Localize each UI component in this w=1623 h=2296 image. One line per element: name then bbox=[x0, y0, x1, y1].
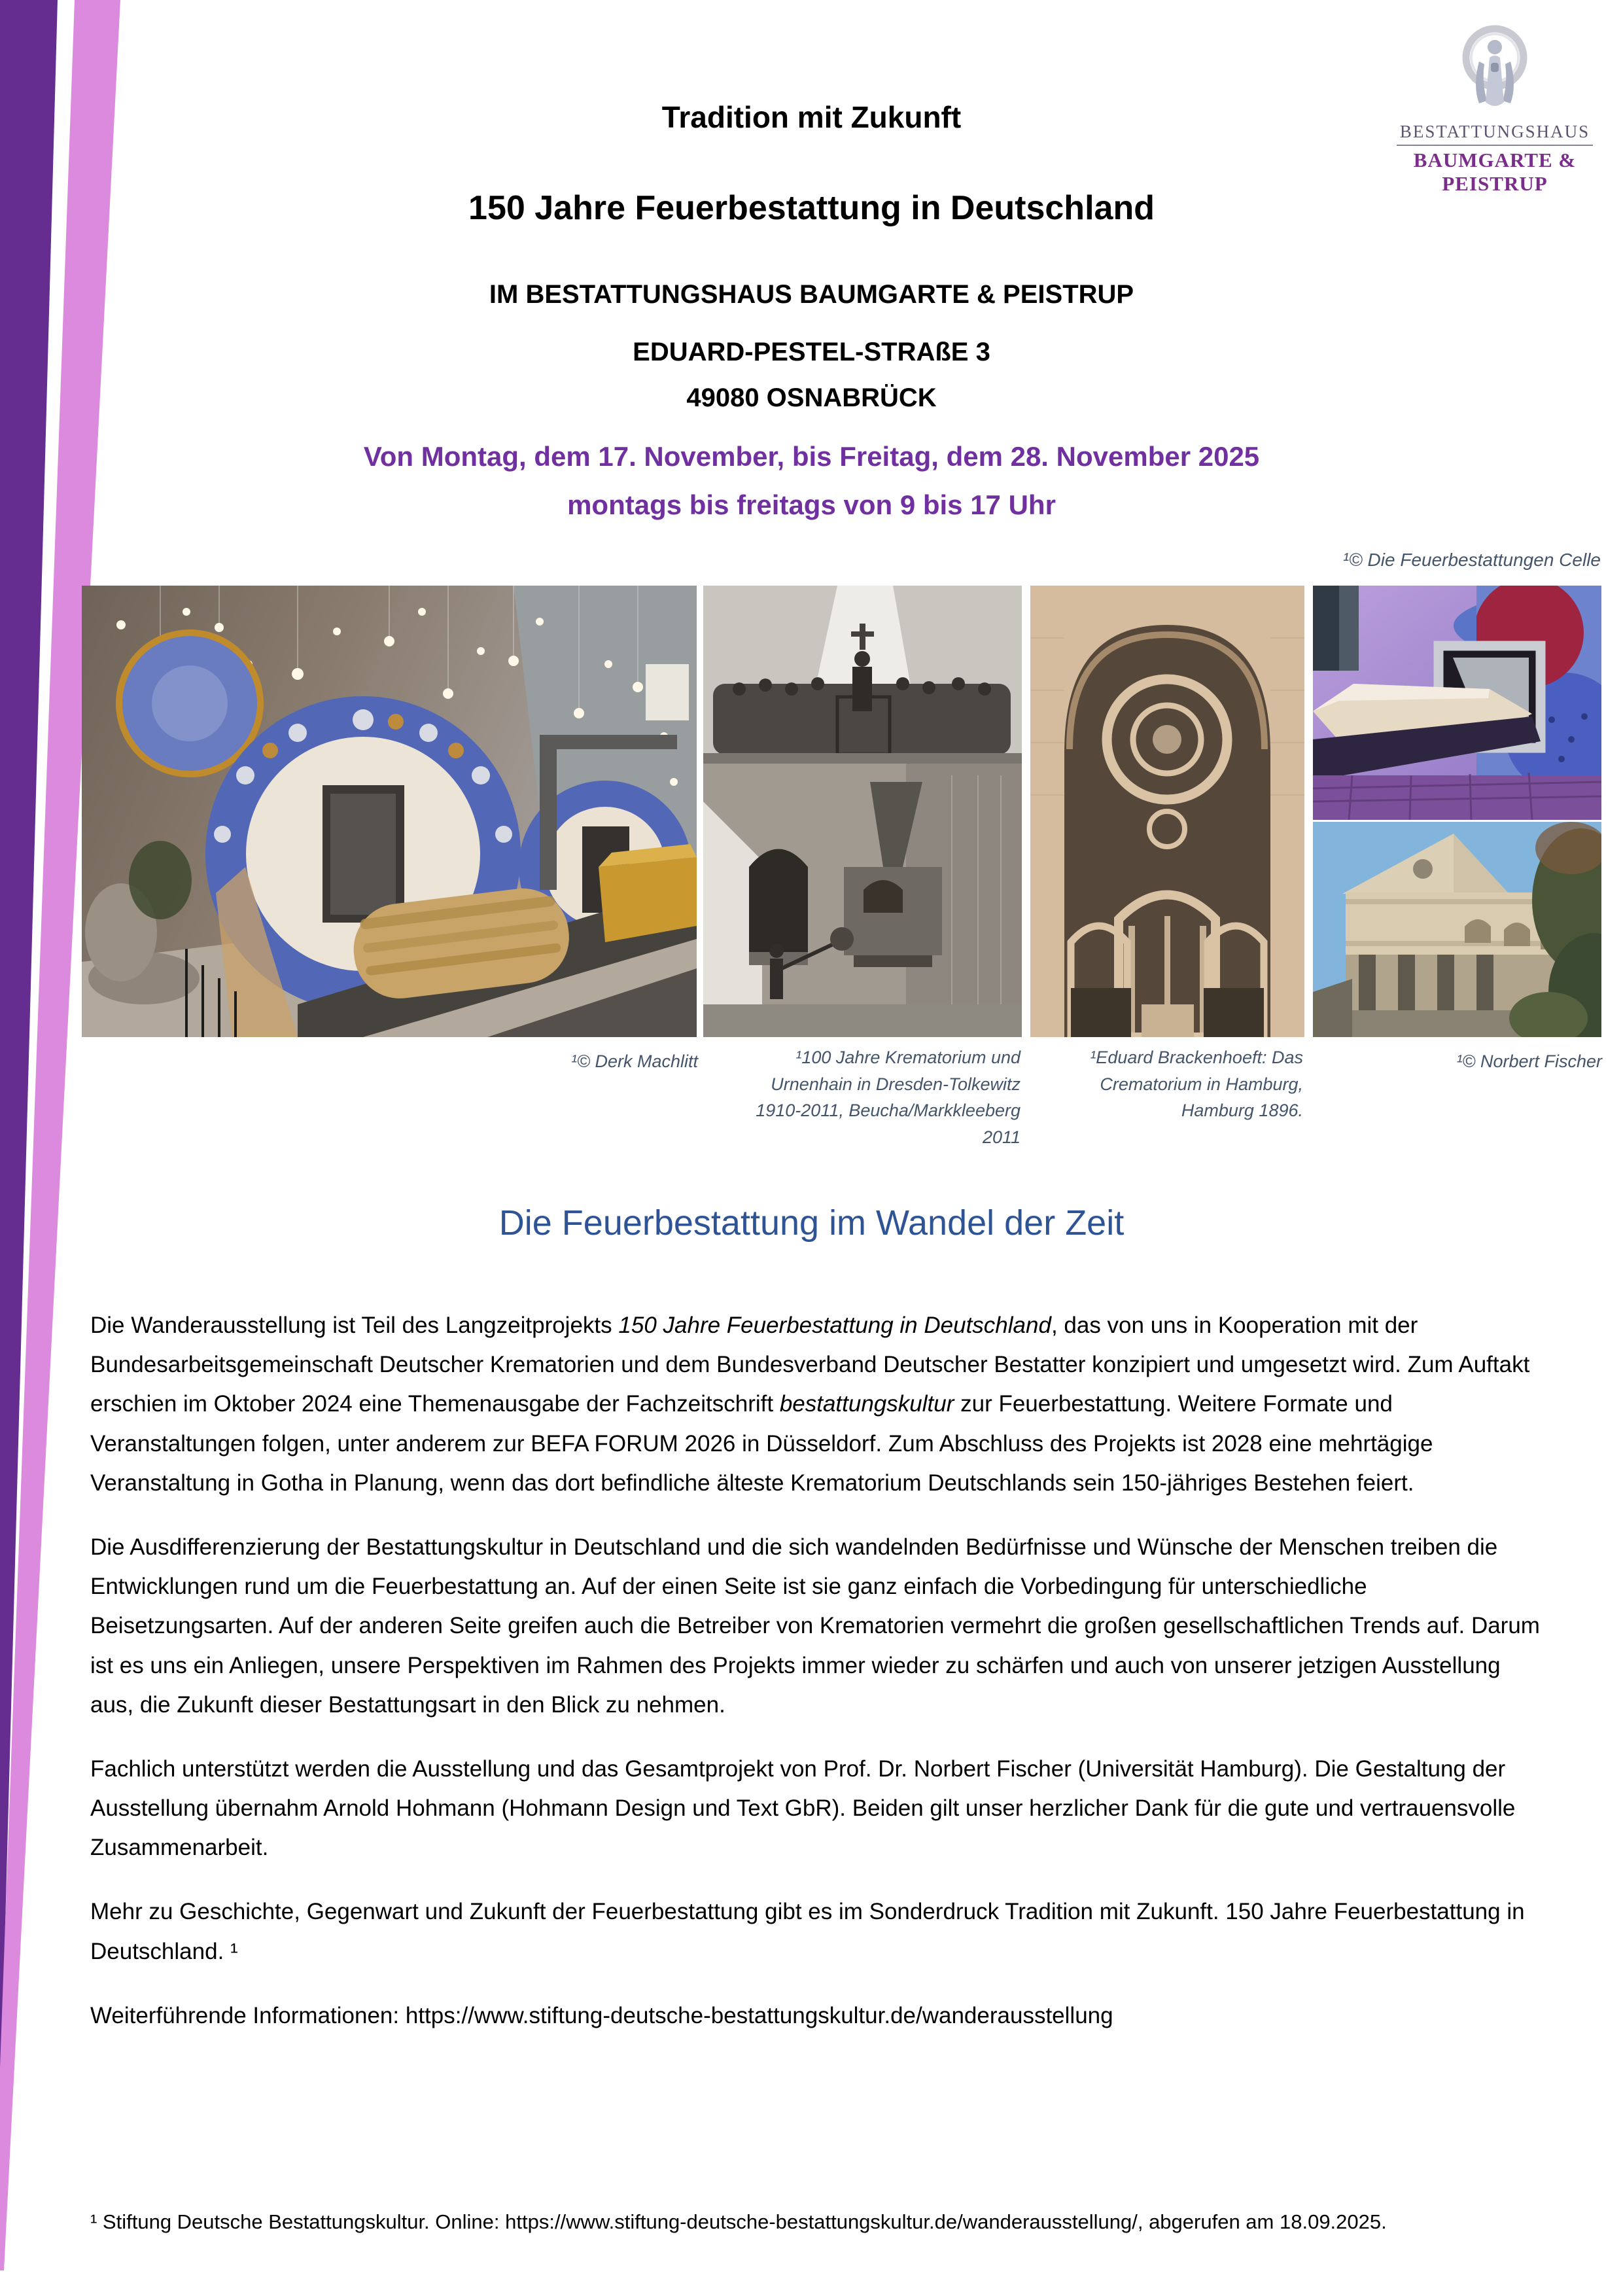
photo-sepia-hamburg-crematorium bbox=[1030, 586, 1304, 1037]
photo-caption-4: ¹© Norbert Fischer bbox=[1456, 1051, 1602, 1071]
photo-modern-crematorium-interior bbox=[82, 586, 697, 1037]
body-text bbox=[90, 1306, 1548, 2060]
page-subtitle-main: 150 Jahre Feuerbestattung in Deutschland bbox=[468, 189, 1155, 227]
footnote: ¹ Stiftung Deutsche Bestattungskultur. Online: https://www.stiftung-deutsche-bestattungskultur.de/wanderausstellung/, abgerufen am 18.09.2025. bbox=[90, 2210, 1387, 2233]
photo-purple-furnace-coffin bbox=[1313, 586, 1601, 820]
photo-gallery bbox=[0, 586, 1623, 1037]
photo-caption-1: ¹© Derk Machlitt bbox=[571, 1051, 698, 1071]
photo-crematorium-building-exterior bbox=[1313, 822, 1601, 1037]
paragraph-credits: Fachlich unterstützt werden die Ausstellung und das Gesamtprojekt von Prof. Dr. Norbert Fischer (Universität Hamburg). Die Gestaltung der Ausstellung übernahm Arnold Hohmann (Hohmann Design und Text GbR). Beiden gilt unser herzlicher Dank für die gute und vertrauensvolle Zusammenarbeit. bbox=[90, 1756, 1516, 1861]
hours-line: montags bis freitags von 9 bis 17 Uhr bbox=[567, 489, 1056, 520]
section-heading: Die Feuerbestattung im Wandel der Zeit bbox=[498, 1203, 1125, 1243]
page-title: Tradition mit Zukunft bbox=[661, 100, 962, 134]
address-street: EDUARD-PESTEL-STRAßE 3 bbox=[633, 338, 990, 366]
paragraph-project: Die Wanderausstellung ist Teil des Langzeitprojekts 150 Jahre Feuerbestattung in Deutschland, das von uns in Kooperation mit der Bundesarbeitsgemeinschaft Deutscher Krematorien und dem Bundesverband Deutscher Bestatter konzipiert und umgesetzt wird. Zum Auftakt erschien im Oktober 2024 eine Themenausgabe der Fachzeitschrift bestattungskultur zur Feuerbestattung. Weitere Formate und Veranstaltungen folgen, unter anderem zur BEFA FORUM 2026 in Düsseldorf. Zum Abschluss des Projekts ist 2028 eine mehrtägige Veranstaltung in Gotha in Planung, wenn das dort befindliche älteste Krematorium Deutschlands sein 150-jähriges Bestehen feiert. bbox=[90, 1313, 1530, 1496]
logo-text-line2: BAUMGARTE & PEISTRUP bbox=[1413, 149, 1577, 195]
paragraph-sonderdruck: Mehr zu Geschichte, Gegenwart und Zukunft der Feuerbestattung gibt es im Sonderdruck Tradition mit Zukunft. 150 Jahre Feuerbestattung in Deutschland. ¹ bbox=[90, 1899, 1525, 1964]
photo-caption-2: ¹100 Jahre Krematorium und Urnenhain in Dresden-Tolkewitz 1910-2011, Beucha/Markkleeberg 2011 bbox=[756, 1048, 1021, 1147]
photo-credit-top: ¹© Die Feuerbestattungen Celle bbox=[1342, 550, 1601, 570]
logo-text-line1: BESTATTUNGSHAUS bbox=[1397, 122, 1593, 146]
paragraph-trends: Die Ausdifferenzierung der Bestattungskultur in Deutschland und die sich wandelnden Bedürfnisse und Wünsche der Menschen treiben die Entwicklungen rund um die Feuerbestattung an. Auf der einen Seite ist sie ganz einfach die Vorbedingung für unterschiedliche Beisetzungsarten. Auf der anderen Seite greifen auch die Betreiber von Krematorien vermehrt die großen gesellschaftlichen Trends auf. Darum ist es uns ein Anliegen, unsere Perspektiven im Rahmen des Projekts immer wieder zu schärfen und auch von unserer jetzigen Ausstellung aus, die Zukunft dieser Bestattungsart in den Blick zu nehmen. bbox=[90, 1534, 1540, 1718]
dates-line: Von Montag, dem 17. November, bis Freitag, dem 28. November 2025 bbox=[363, 441, 1260, 472]
paragraph-link: Weiterführende Informationen: https://www.stiftung-deutsche-bestattungskultur.de/wanderausstellung bbox=[90, 2002, 1113, 2028]
address-city: 49080 OSNABRÜCK bbox=[686, 383, 937, 412]
venue-line: IM BESTATTUNGSHAUS BAUMGARTE & PEISTRUP bbox=[489, 280, 1134, 309]
photo-historic-engraving-cross-section bbox=[703, 586, 1022, 1037]
photo-caption-3: ¹Eduard Brackenhoeft: Das Crematorium in Hamburg, Hamburg 1896. bbox=[1090, 1048, 1303, 1120]
